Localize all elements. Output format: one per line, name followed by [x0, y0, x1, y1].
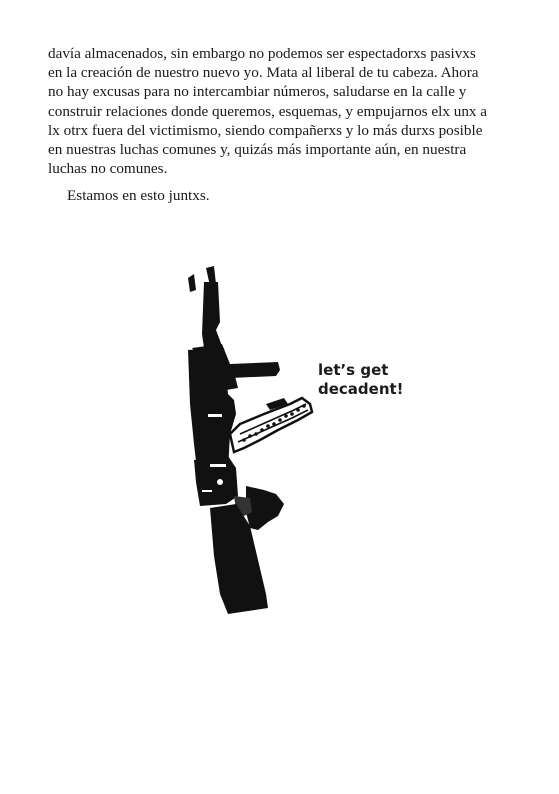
text-line: lx otrx fuera del victimismo, siendo compañerxs y lo más durxs posible — [48, 121, 483, 139]
body-text — [48, 44, 514, 206]
speech-caption — [318, 361, 404, 399]
rifle-illustration-icon — [180, 264, 420, 620]
text-line: en la creación de nuestro nuevo yo. Mata al liberal de tu cabeza. Ahora — [48, 64, 479, 82]
speech-line: let’s get — [318, 361, 389, 379]
text-line: en nuestras luchas comunes y, quizás más importante aún, en nuestra — [48, 141, 467, 159]
speech-line: decadent! — [318, 380, 404, 398]
text-line: luchas no comunes. — [48, 160, 168, 178]
text-line: no hay excusas para no intercambiar números, saludarse en la calle y — [48, 83, 467, 101]
paragraph-1 — [48, 44, 514, 178]
text-line: davía almacenados, sin embargo no podemos ser espectadorxs pasivxs — [48, 45, 476, 62]
paragraph-2: Estamos en esto juntxs. — [67, 187, 210, 205]
text-line: construir relaciones donde queremos, esquemas, y empujarnos elx unx a — [48, 102, 488, 120]
